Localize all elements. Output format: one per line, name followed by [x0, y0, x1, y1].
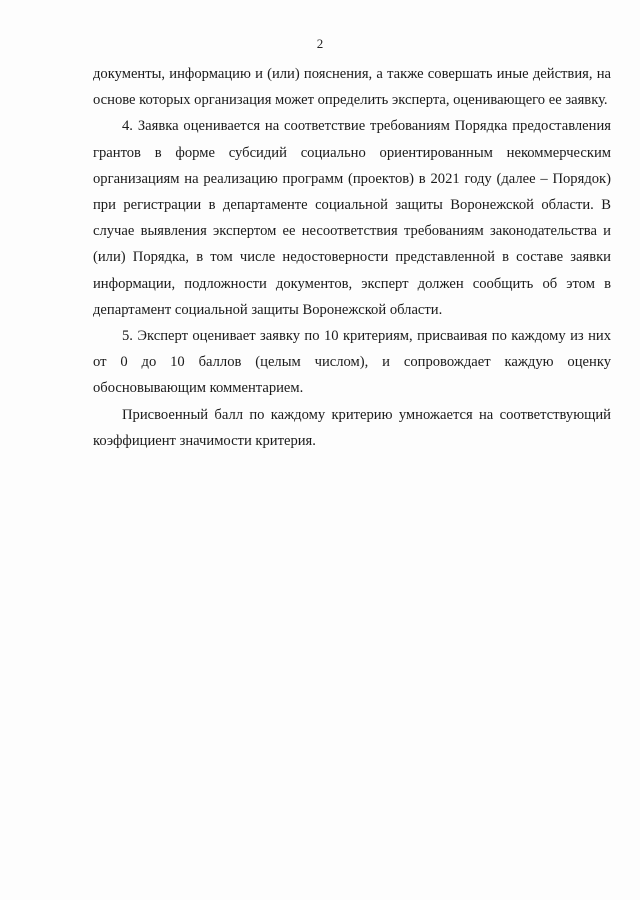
- paragraph-item-4: 4. Заявка оценивается на соответствие требованиям Порядка предоставления грантов в форме субсидий социально ориентированным некоммерческим организациям на реализацию программ (проектов) в 2021 году (далее – Порядок) при регистрации в департаменте социальной защиты Воронежской области. В случае выявления экспертом ее несоответствия требованиям законодательства и (или) Порядка, в том числе недостоверности представленной в составе заявки информации, подложности документов, эксперт должен сообщить об этом в департамент социальной защиты Воронежской области.: [93, 118, 611, 318]
- paragraph-item-5: 5. Эксперт оценивает заявку по 10 критериям, присваивая по каждому из них от 0 до 10 баллов (целым числом), и сопровождает каждую оценку обосновывающим комментарием.: [93, 328, 611, 397]
- paragraph-score-multiplier: Присвоенный балл по каждому критерию умножается на соответствующий коэффициент значимости критерия.: [93, 406, 611, 449]
- paragraph-continuation: документы, информацию и (или) пояснения, а также совершать иные действия, на основе которых организация может определить эксперта, оценивающего ее заявку.: [93, 66, 611, 109]
- page-number: 2: [316, 36, 324, 51]
- document-body: [93, 61, 611, 454]
